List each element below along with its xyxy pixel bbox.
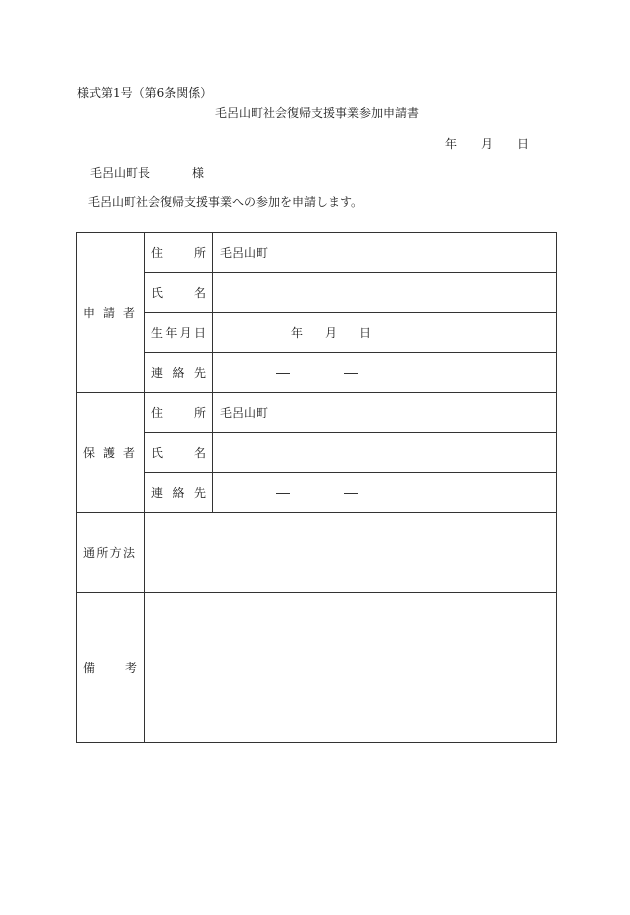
- date-day-label: 日: [517, 137, 530, 151]
- applicant-contact-field[interactable]: [213, 353, 557, 393]
- commute-method-field[interactable]: [145, 513, 557, 593]
- dash-separator: [276, 493, 290, 494]
- guardian-address-field[interactable]: [213, 393, 557, 433]
- date-year-label: 年: [445, 137, 458, 151]
- applicant-birthdate-label: 生 年 月 日: [145, 313, 213, 353]
- application-form-table: [76, 232, 557, 743]
- applicant-name-label: 氏 名: [145, 273, 213, 313]
- birth-month-label: 月: [325, 326, 338, 340]
- guardian-contact-label: 連 絡 先: [145, 473, 213, 513]
- dash-separator: [276, 373, 290, 374]
- applicant-address-field[interactable]: [213, 233, 557, 273]
- remarks-label: 備 考: [77, 593, 145, 743]
- addressee-name: 毛呂山町長: [90, 166, 151, 180]
- document-title: 毛呂山町社会復帰支援事業参加申請書: [215, 106, 420, 120]
- request-statement: 毛呂山町社会復帰支援事業への参加を申請します。: [88, 195, 364, 209]
- dash-separator: [344, 373, 358, 374]
- commute-method-label: 通 所 方 法: [77, 513, 145, 593]
- applicant-address-label: 住 所: [145, 233, 213, 273]
- form-number: 様式第1号（第6条関係）: [77, 86, 213, 100]
- guardian-name-label: 氏 名: [145, 433, 213, 473]
- addressee: [90, 164, 204, 181]
- guardian-group-label: 保 護 者: [77, 393, 145, 513]
- remarks-field[interactable]: [145, 593, 557, 743]
- birth-day-label: 日: [359, 326, 372, 340]
- applicant-name-field[interactable]: [213, 273, 557, 313]
- applicant-address-value: 毛呂山町: [220, 246, 269, 260]
- dash-separator: [344, 493, 358, 494]
- guardian-address-value: 毛呂山町: [220, 406, 269, 420]
- guardian-name-field[interactable]: [213, 433, 557, 473]
- addressee-honorific: 様: [192, 166, 205, 180]
- applicant-contact-label: 連 絡 先: [145, 353, 213, 393]
- application-date: [445, 135, 529, 152]
- applicant-group-label: 申 請 者: [77, 233, 145, 393]
- guardian-contact-field[interactable]: [213, 473, 557, 513]
- applicant-birthdate-field[interactable]: [213, 313, 557, 353]
- guardian-address-label: 住 所: [145, 393, 213, 433]
- date-month-label: 月: [481, 137, 494, 151]
- birth-year-label: 年: [291, 326, 304, 340]
